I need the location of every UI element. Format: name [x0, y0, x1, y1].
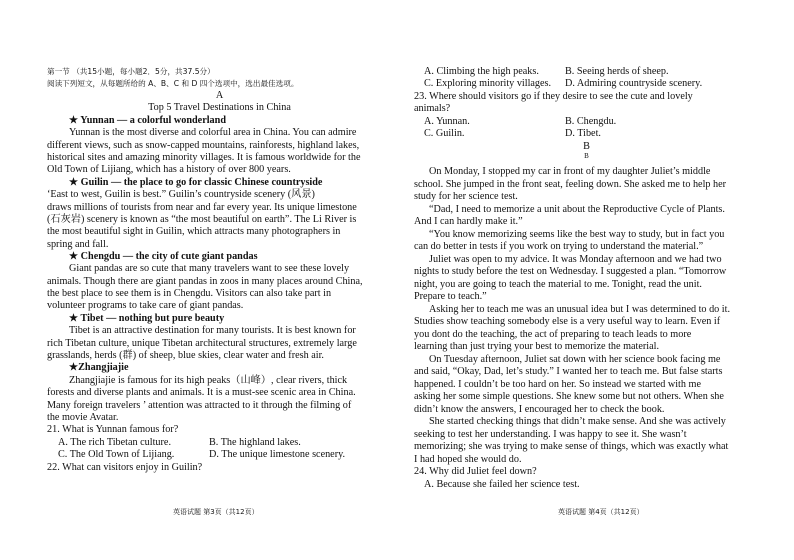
- text-line: can do better in tests if you work on trying to understand the material.”: [414, 241, 704, 252]
- text-line: Yunnan is the most diverse and colorful area in China. You can admire: [69, 127, 357, 138]
- text-line: historical sites and amazing minority villages. It is famous worldwide for the: [47, 152, 361, 163]
- text-line: animals. Though there are giant pandas in zoos in many places around China,: [47, 276, 363, 287]
- text-line: happened. I couldn’t be too hard on her. So instead we started with me: [414, 379, 701, 390]
- text-line: Many foreign travelers ’ attention was attracted to it through the filming of: [47, 400, 352, 411]
- reading-instruction: 阅读下列短文，从每题所给的 A、B、C 和 D 四个选项中，选出最佳选项。: [47, 79, 299, 88]
- text-line: Giant pandas are so cute that many travelers want to see these lovely: [69, 263, 350, 274]
- heading-guilin: ★ Guilin — the place to go for classic Chinese countryside: [69, 177, 323, 188]
- text-line: (石灰岩) scenery is known as “the most beautiful on earth”. The Li River is: [47, 214, 357, 225]
- page-footer: 英语试题 第3页（共12页）: [173, 508, 259, 516]
- q22-option-d[interactable]: D. Admiring countryside scenery.: [565, 78, 703, 89]
- q21-option-b[interactable]: B. The highland lakes.: [209, 437, 301, 448]
- text-line: you dont do the teaching, the act of preparing to teach leads to more: [414, 329, 692, 340]
- text-line: I had hoped she would do.: [414, 454, 522, 465]
- q21-option-c[interactable]: C. The Old Town of Lijiang.: [58, 449, 175, 460]
- text-line: the most beautiful sight in Guilin, which attracts many photographers in: [47, 226, 341, 237]
- text-line: On Tuesday afternoon, Juliet sat down with her science book facing me: [429, 354, 721, 365]
- text-line: Juliet was open to my advice. It was Monday afternoon and we had two: [429, 254, 722, 265]
- text-line: the best place to see them is in Chengdu. Visitors can also take part in: [47, 288, 332, 299]
- q21-option-d[interactable]: D. The unique limestone scenery.: [209, 449, 346, 460]
- text-line: learning than just trying your best to memorize the material.: [414, 341, 659, 352]
- passage-b-mark: B: [584, 152, 589, 160]
- heading-tibet: ★ Tibet — nothing but pure beauty: [69, 313, 225, 324]
- q24-option-a[interactable]: A. Because she failed her science test.: [424, 479, 580, 490]
- text-line: volunteer programs to take care of giant pandas.: [47, 300, 244, 311]
- left-column: [47, 0, 392, 560]
- text-line: different views, such as snow-capped mountains, rainforests, highland lakes,: [47, 140, 360, 151]
- text-line: And I can hardly make it.”: [414, 216, 523, 227]
- question-21: 21. What is Yunnan famous for?: [47, 424, 179, 435]
- q22-option-b[interactable]: B. Seeing herds of sheep.: [565, 66, 669, 77]
- heading-zhangjiajie: ★Zhangjiajie: [69, 362, 129, 373]
- text-line: memorizing; she was trying to make sense of things, which was exactly what: [414, 441, 729, 452]
- text-line: On Monday, I stopped my car in front of my daughter Juliet’s middle: [429, 166, 711, 177]
- q22-option-c[interactable]: C. Exploring minority villages.: [424, 78, 552, 89]
- q23-option-d[interactable]: D. Tibet.: [565, 128, 601, 139]
- text-line: night, you are going to teach the material to me. Tonight, read the unit.: [414, 279, 702, 290]
- q23-option-b[interactable]: B. Chengdu.: [565, 116, 617, 127]
- text-line: “You know memorizing seems like the best way to study, but in fact you: [429, 229, 725, 240]
- q23-option-c[interactable]: C. Guilin.: [424, 128, 465, 139]
- text-line: “Dad, I need to memorize a unit about the Reproductive Cycle of Plants.: [429, 204, 725, 215]
- section-instruction: 第一节 （共15小题，每小题2．5分，共37.5分）: [47, 67, 215, 76]
- text-line: Asking her to teach me was an unusual idea but I was determined to do it.: [429, 304, 731, 315]
- text-line: Tibet is an attractive destination for many tourists. It is best known for: [69, 325, 356, 336]
- q22-option-a[interactable]: A. Climbing the high peaks.: [424, 66, 539, 77]
- text-line: and said, “Okay, Dad, let’s study.” I wanted her to teach me. But false starts: [414, 366, 723, 377]
- text-line: didn’t know the answers, I encouraged her to check the book.: [414, 404, 665, 415]
- text-line: nights to study before the test on Wednesday. I suggested a plan. “Tomorrow: [414, 266, 727, 277]
- passage-a-letter: A: [215, 90, 224, 101]
- text-line: asking her some simple questions. She knew some but not others. When she: [414, 391, 724, 402]
- text-line: study for her science test.: [414, 191, 518, 202]
- text-line: Prepare to teach.”: [414, 291, 487, 302]
- text-line: Zhangjiajie is famous for its high peaks（山峰）, clear rivers, thick: [69, 375, 348, 386]
- text-line: rich Tibetan culture, unique Tibetan architectural structures, extremely large: [47, 338, 357, 349]
- text-line: seeking to test her understanding. I was happy to see it. She wasn’t: [414, 429, 687, 440]
- text-line: Studies show teaching somebody else is a very useful way to learn. Even if: [414, 316, 721, 327]
- right-column: [414, 0, 759, 560]
- question-22: 22. What can visitors enjoy in Guilin?: [47, 462, 203, 473]
- page-footer: 英语试题 第4页（共12页）: [558, 508, 644, 516]
- text-line: school. She jumped in the front seat, feeling down. She asked me to help her: [414, 179, 727, 190]
- text-line: Old Town of Lijiang, which has a history of over 800 years.: [47, 164, 291, 175]
- text-line: draws millions of tourists from near and far every year. Its unique limestone: [47, 202, 357, 213]
- question-23-cont: animals?: [414, 103, 451, 114]
- passage-b-letter: B: [583, 141, 590, 152]
- q23-option-a[interactable]: A. Yunnan.: [424, 116, 470, 127]
- text-line: forests and diverse plants and animals. It is a must-see scenic area in China.: [47, 387, 356, 398]
- text-line: the movie Avatar.: [47, 412, 119, 423]
- text-line: She started checking things that didn’t make sense. And she was actively: [429, 416, 726, 427]
- text-line: grasslands, herds (群) of sheep, blue skies, clear water and fresh air.: [47, 350, 324, 361]
- text-line: ‘East to west, Guilin is best.” Guilin’s countryside scenery (风景): [47, 189, 315, 200]
- heading-chengdu: ★ Chengdu — the city of cute giant pandas: [69, 251, 258, 262]
- heading-yunnan: ★ Yunnan — a colorful wonderland: [69, 115, 226, 126]
- passage-a-title: Top 5 Travel Destinations in China: [148, 102, 291, 113]
- question-24: 24. Why did Juliet feel down?: [414, 466, 537, 477]
- text-line: spring and fall.: [47, 239, 109, 250]
- q21-option-a[interactable]: A. The rich Tibetan culture.: [58, 437, 171, 448]
- question-23: 23. Where should visitors go if they desire to see the cute and lovely: [414, 91, 693, 102]
